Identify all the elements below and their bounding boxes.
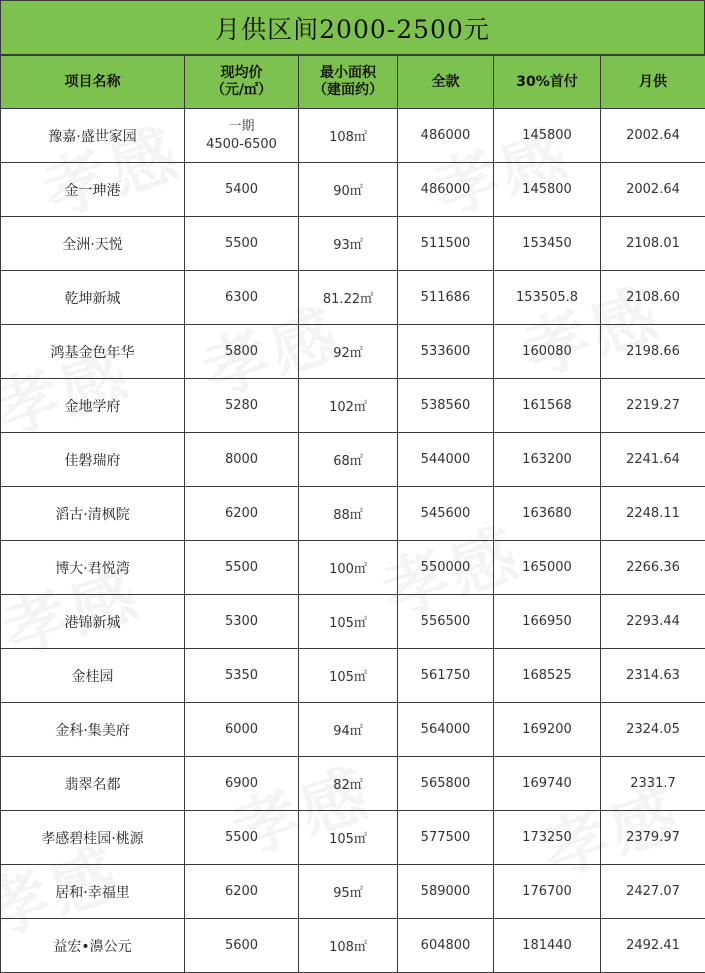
avg-price-cell: 5500 [185,217,299,271]
header-price: 现均价 （元/㎡） [185,56,299,109]
table-row [1,433,705,487]
table-row [1,703,705,757]
monthly-payment-cell: 2293.44 [601,595,705,649]
project-name-cell: 金地学府 [1,379,185,433]
project-name-cell: 滔古·清枫院 [1,487,185,541]
project-name-cell: 金一珅港 [1,163,185,217]
full-payment-cell: 511686 [398,271,494,325]
down-payment-cell: 168525 [494,649,601,703]
min-area-cell: 108㎡ [299,919,398,973]
full-payment-cell: 577500 [398,811,494,865]
header-monthly: 月供 [601,56,705,109]
monthly-payment-cell: 2314.63 [601,649,705,703]
table-row [1,541,705,595]
project-name-cell: 鸿基金色年华 [1,325,185,379]
avg-price-cell: 5350 [185,649,299,703]
monthly-payment-cell: 2198.66 [601,325,705,379]
avg-price-cell: 一期 4500-6500 [185,109,299,163]
full-payment-cell: 561750 [398,649,494,703]
full-payment-cell: 538560 [398,379,494,433]
min-area-cell: 82㎡ [299,757,398,811]
monthly-payment-cell: 2219.27 [601,379,705,433]
full-payment-cell: 589000 [398,865,494,919]
avg-price-cell: 6900 [185,757,299,811]
avg-price-cell: 5500 [185,811,299,865]
avg-price-cell: 5800 [185,325,299,379]
down-payment-cell: 163200 [494,433,601,487]
monthly-payment-cell: 2002.64 [601,163,705,217]
avg-price-cell: 6200 [185,487,299,541]
min-area-cell: 108㎡ [299,109,398,163]
min-area-cell: 95㎡ [299,865,398,919]
avg-price-cell: 5400 [185,163,299,217]
avg-price-cell: 6000 [185,703,299,757]
table-row [1,811,705,865]
down-payment-cell: 169200 [494,703,601,757]
header-name: 项目名称 [1,56,185,109]
avg-price-cell: 5300 [185,595,299,649]
project-name-cell: 金科·集美府 [1,703,185,757]
avg-price-cell: 5600 [185,919,299,973]
min-area-cell: 68㎡ [299,433,398,487]
table-row [1,109,705,163]
monthly-payment-cell: 2331.7 [601,757,705,811]
full-payment-cell: 565800 [398,757,494,811]
table-row [1,217,705,271]
table-row [1,649,705,703]
full-payment-cell: 545600 [398,487,494,541]
table-row [1,379,705,433]
table-title: 月供区间2000-2500元 [0,0,705,55]
monthly-payment-cell: 2379.97 [601,811,705,865]
monthly-payment-cell: 2002.64 [601,109,705,163]
price-table [0,55,705,973]
project-name-cell: 居和·幸福里 [1,865,185,919]
down-payment-cell: 145800 [494,163,601,217]
avg-price-cell: 8000 [185,433,299,487]
down-payment-cell: 173250 [494,811,601,865]
full-payment-cell: 533600 [398,325,494,379]
min-area-cell: 88㎡ [299,487,398,541]
avg-price-cell: 5500 [185,541,299,595]
down-payment-cell: 166950 [494,595,601,649]
table-row [1,487,705,541]
table-row [1,757,705,811]
down-payment-cell: 153505.8 [494,271,601,325]
down-payment-cell: 176700 [494,865,601,919]
avg-price-cell: 5280 [185,379,299,433]
min-area-cell: 100㎡ [299,541,398,595]
monthly-payment-cell: 2324.05 [601,703,705,757]
table-body [1,109,705,973]
monthly-payment-cell: 2108.60 [601,271,705,325]
full-payment-cell: 556500 [398,595,494,649]
project-name-cell: 乾坤新城 [1,271,185,325]
down-payment-cell: 153450 [494,217,601,271]
monthly-payment-cell: 2266.36 [601,541,705,595]
down-payment-cell: 145800 [494,109,601,163]
full-payment-cell: 564000 [398,703,494,757]
min-area-cell: 105㎡ [299,595,398,649]
project-name-cell: 全洲·天悦 [1,217,185,271]
full-payment-cell: 550000 [398,541,494,595]
min-area-cell: 92㎡ [299,325,398,379]
down-payment-cell: 163680 [494,487,601,541]
monthly-payment-cell: 2427.07 [601,865,705,919]
project-name-cell: 博大·君悦湾 [1,541,185,595]
down-payment-cell: 165000 [494,541,601,595]
project-name-cell: 豫嘉·盛世家园 [1,109,185,163]
full-payment-cell: 544000 [398,433,494,487]
min-area-cell: 90㎡ [299,163,398,217]
min-area-cell: 81.22㎡ [299,271,398,325]
down-payment-cell: 161568 [494,379,601,433]
monthly-payment-cell: 2248.11 [601,487,705,541]
monthly-payment-cell: 2492.41 [601,919,705,973]
project-name-cell: 孝感碧桂园·桃源 [1,811,185,865]
avg-price-cell: 6300 [185,271,299,325]
min-area-cell: 102㎡ [299,379,398,433]
project-name-cell: 益宏•濞公元 [1,919,185,973]
header-row [1,56,705,109]
down-payment-cell: 160080 [494,325,601,379]
full-payment-cell: 604800 [398,919,494,973]
down-payment-cell: 181440 [494,919,601,973]
min-area-cell: 93㎡ [299,217,398,271]
project-name-cell: 港锦新城 [1,595,185,649]
header-down-payment: 30%首付 [494,56,601,109]
project-name-cell: 佳磐瑞府 [1,433,185,487]
header-area: 最小面积 （建面约） [299,56,398,109]
min-area-cell: 105㎡ [299,811,398,865]
min-area-cell: 94㎡ [299,703,398,757]
full-payment-cell: 486000 [398,163,494,217]
table-row [1,919,705,973]
avg-price-cell: 6200 [185,865,299,919]
monthly-payment-cell: 2108.01 [601,217,705,271]
project-name-cell: 金桂园 [1,649,185,703]
min-area-cell: 105㎡ [299,649,398,703]
header-total: 全款 [398,56,494,109]
monthly-payment-cell: 2241.64 [601,433,705,487]
table-row [1,325,705,379]
table-row [1,271,705,325]
table-row [1,163,705,217]
full-payment-cell: 511500 [398,217,494,271]
project-name-cell: 翡翠名都 [1,757,185,811]
down-payment-cell: 169740 [494,757,601,811]
table-row [1,595,705,649]
table-row [1,865,705,919]
full-payment-cell: 486000 [398,109,494,163]
